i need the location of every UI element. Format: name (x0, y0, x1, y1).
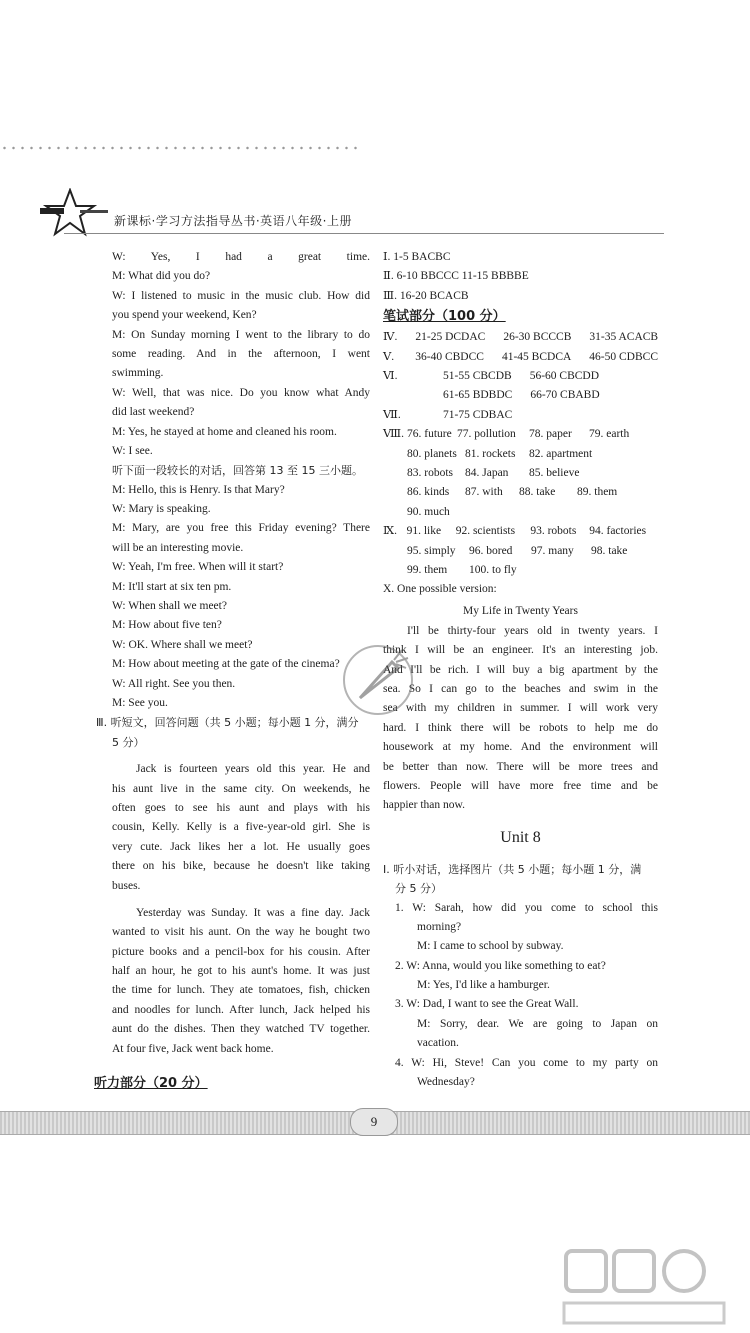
essay-line: I'll be thirty-four years old in twenty years. I (407, 624, 658, 637)
essay-line: hard. I think there will be robots to help me do (383, 721, 658, 734)
fill-answer-row: 83. robots 84. Japan 85. believe (407, 467, 580, 480)
dialogue-line: 3. W: Dad, I want to see the Great Wall. (395, 998, 579, 1011)
essay-line: think I will be an engineer. It's an interesting job. (383, 644, 658, 657)
dialogue-line: 1. W: Sarah, how did you come to school this (395, 901, 658, 914)
unit-title: Unit 8 (500, 828, 541, 846)
dialogue-line: W: Well, that was nice. Do you know what Andy (112, 386, 370, 399)
essay-line: housework at my home. And the environment will (383, 741, 658, 754)
passage-line: Yesterday was Sunday. It was a fine day. Jack (136, 906, 370, 919)
section-instruction: 分 5 分） (395, 882, 442, 896)
page-number: 9 (350, 1108, 398, 1136)
dialogue-line: W: OK. Where shall we meet? (112, 638, 253, 651)
fill-answer-row: 80. planets 81. rockets 82. apartment (407, 447, 593, 460)
dialogue-line: M: Sorry, dear. We are going to Japan on (417, 1017, 658, 1030)
dialogue-line: you spend your weekend, Ken? (112, 309, 257, 322)
fill-answer-row: 90. much (407, 505, 450, 518)
dialogue-line: will be an interesting movie. (112, 541, 244, 554)
watermark-logo-icon (560, 1245, 740, 1330)
passage-line: half an hour, he got to his aunt's home. It was just (112, 965, 370, 978)
section-label: X. One possible version: (383, 583, 497, 596)
passage-line: very cute. Jack likes her a lot. He usually goes (112, 840, 370, 853)
passage-line: there on his bike, because he doesn't like taking (112, 860, 370, 873)
dialogue-line: W: Yes, I had a great time. (112, 251, 370, 263)
essay-line: sea. So I can go to the beaches and swim in the (383, 683, 658, 696)
dialogue-line: W: I listened to music in the music club. How did (112, 289, 370, 302)
dialogue-line: M: Hello, this is Henry. Is that Mary? (112, 483, 285, 496)
essay-line: flowers. People will have more free time and be (383, 779, 658, 792)
left-column (94, 248, 370, 1095)
dialogue-line: M: How about five ten? (112, 619, 222, 632)
dialogue-line: M: On Sunday morning I went to the library to do (112, 328, 370, 341)
dialogue-line: M: Mary, are you free this Friday evening? There (112, 522, 370, 535)
fill-answer-row: 86. kinds 87. with 88. take 89. them (407, 486, 618, 499)
passage-line: wanted to visit his aunt. On the way he bought two (112, 926, 370, 939)
instruction-line: 听下面一段较长的对话，回答第 13 至 15 三小题。 (112, 464, 363, 478)
passage-line: aunt do the dishes. Then they watched TV together. (112, 1023, 370, 1036)
fill-answer-row: Ⅸ. 91. like 92. scientists 93. robots 94. factories (383, 525, 647, 538)
answer-line: Ⅲ. 16-20 BCACB (383, 289, 469, 302)
dialogue-line: M: What did you do? (112, 270, 211, 283)
dialogue-line: M: Yes, he stayed at home and cleaned his room. (112, 425, 337, 438)
answer-row: Ⅶ. 71-75 CDBAC (383, 408, 513, 421)
dialogue-line: 4. W: Hi, Steve! Can you come to my party on (395, 1056, 658, 1069)
passage-line: At four five, Jack went back home. (112, 1042, 274, 1055)
dialogue-line: W: When shall we meet? (112, 600, 227, 613)
fill-answer-row: 95. simply 96. bored 97. many 98. take (407, 544, 628, 557)
passage-line: buses. (112, 879, 141, 892)
essay-line: happier than now. (383, 799, 465, 812)
passage-line: Jack is fourteen years old this year. He and (136, 763, 370, 776)
answer-row: Ⅵ. 51-55 CBCDB 56-60 CBCDD (383, 369, 600, 382)
answer-row: 61-65 BDBDC 66-70 CBABD (443, 389, 600, 402)
written-section-heading: 笔试部分（100 分） (383, 309, 506, 325)
dialogue-line: M: How about meeting at the gate of the cinema? (112, 658, 340, 671)
dialogue-line: M: See you. (112, 696, 168, 709)
dialogue-line: W: All right. See you then. (112, 677, 236, 690)
passage-line: cousin, Kelly. Kelly is a five-year-old girl. She is (112, 821, 370, 834)
passage-line: often goes to see his aunt and plays with his (112, 801, 370, 814)
dialogue-line: did last weekend? (112, 406, 195, 419)
dialogue-line: Wednesday? (417, 1076, 475, 1089)
header-rule (64, 233, 664, 234)
star-logo-icon (40, 188, 110, 238)
section-instruction: Ⅰ. 听小对话，选择图片（共 5 小题；每小题 1 分，满 (383, 862, 642, 876)
right-column (383, 248, 658, 1092)
answer-line: Ⅰ. 1-5 BACBC (383, 251, 451, 263)
answer-row: Ⅳ. 21-25 DCDAC 26-30 BCCCB 31-35 ACACB (383, 331, 659, 344)
passage-line: and noodles for lunch. After lunch, Jack helped his (112, 1003, 370, 1016)
dialogue-line: some reading. And in the afternoon, I went (112, 347, 370, 360)
carrot-stamp-icon (338, 636, 420, 722)
essay-line: be better than now. There will be more trees and (383, 760, 658, 773)
dialogue-line: 2. W: Anna, would you like something to eat? (395, 959, 606, 972)
fill-answer-row: 99. them 100. to fly (407, 564, 517, 577)
essay-line: And I'll be rich. I will buy a big apartment by the (383, 663, 658, 676)
dialogue-line: vacation. (417, 1037, 459, 1050)
dialogue-line: W: Yeah, I'm free. When will it start? (112, 561, 284, 574)
dialogue-line: swimming. (112, 367, 164, 380)
dialogue-line: M: Yes, I'd like a hamburger. (417, 979, 550, 992)
book-series-title: 新课标·学习方法指导丛书·英语八年级·上册 (114, 214, 352, 228)
section-instruction: 5 分） (112, 735, 145, 749)
listening-section-heading: 听力部分（20 分） (94, 1076, 208, 1092)
dialogue-line: W: Mary is speaking. (112, 503, 211, 516)
section-instruction: Ⅲ. 听短文，回答问题（共 5 小题；每小题 1 分，满分 (96, 716, 359, 730)
top-dotted-line (0, 146, 360, 150)
dialogue-line: W: I see. (112, 444, 153, 457)
dialogue-line: M: It'll start at six ten pm. (112, 580, 232, 593)
passage-line: picture books and a pencil-box for his cousin. After (112, 945, 370, 958)
passage-line: his aunt live in the same city. On weekends, he (112, 782, 370, 795)
passage-line: the time for lunch. They ate tomatoes, fish, chicken (112, 984, 370, 997)
fill-answer-row: Ⅷ. 76. future 77. pollution 78. paper 79. earth (383, 428, 630, 441)
essay-title: My Life in Twenty Years (463, 604, 578, 617)
dialogue-line: M: I came to school by subway. (417, 940, 564, 953)
answer-line: Ⅱ. 6-10 BBCCC 11-15 BBBBE (383, 270, 529, 283)
answer-row: Ⅴ. 36-40 CBDCC 41-45 BCDCA 46-50 CDBCC (383, 350, 658, 363)
dialogue-line: morning? (417, 920, 462, 933)
essay-line: sea with my children in summer. I will work very (383, 702, 658, 715)
